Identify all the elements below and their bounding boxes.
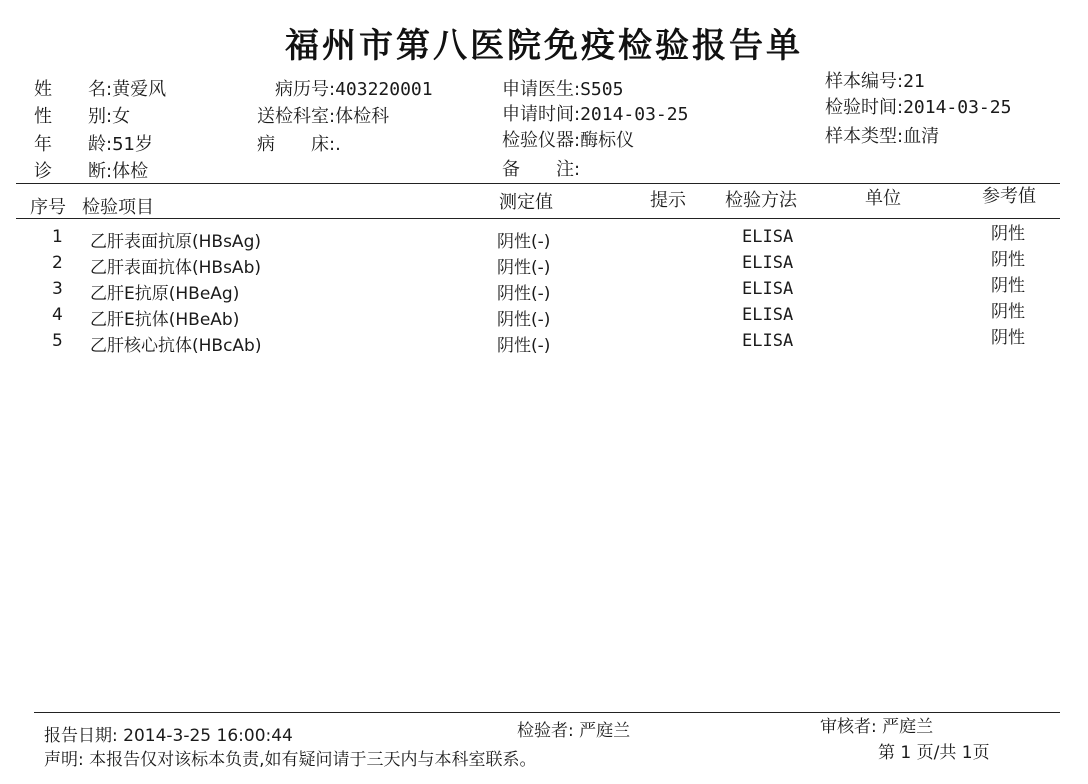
header-top-rule <box>16 183 1060 184</box>
col-item-header: 检验项目 <box>82 197 154 218</box>
sample-no-label: 样本编号: <box>825 71 904 92</box>
row-seq: 2 <box>52 253 63 273</box>
row-ref: 阴性 <box>991 302 1025 322</box>
diagnosis-value: 体检 <box>112 161 149 182</box>
col-seq-header: 序号 <box>30 197 66 218</box>
col-method-header: 检验方法 <box>725 190 797 211</box>
dept-field <box>257 102 389 128</box>
test-time-label: 检验时间: <box>825 97 904 118</box>
sample-no-field <box>825 67 925 93</box>
sample-type-value: 血清 <box>903 126 940 147</box>
record-label: 病历号: <box>275 79 336 100</box>
page-number: 第 1 页/共 1页 <box>878 743 990 763</box>
row-value: 阴性(-) <box>497 232 551 252</box>
doctor-value: S505 <box>580 79 624 100</box>
row-item: 乙肝核心抗体(HBcAb) <box>90 336 262 356</box>
name-label: 姓 名: <box>34 79 113 100</box>
row-item: 乙肝表面抗原(HBsAg) <box>90 232 261 252</box>
row-item: 乙肝E抗原(HBeAg) <box>90 284 240 304</box>
test-time-value: 2014-03-25 <box>903 97 1012 118</box>
tester: 检验者: 严庭兰 <box>517 721 631 741</box>
sex-label: 性 别: <box>34 106 113 127</box>
row-method: ELISA <box>742 253 794 273</box>
row-value: 阴性(-) <box>497 284 551 304</box>
row-ref: 阴性 <box>991 328 1025 348</box>
record-field <box>275 75 433 101</box>
row-seq: 4 <box>52 305 63 325</box>
name-value: 黄爱风 <box>112 79 167 100</box>
row-method: ELISA <box>742 227 794 247</box>
header-bottom-rule <box>16 218 1060 219</box>
row-ref: 阴性 <box>991 224 1025 244</box>
diagnosis-label: 诊 断: <box>34 161 113 182</box>
report-title: 福州市第八医院免疫检验报告单 <box>285 26 803 66</box>
diagnosis-field <box>34 157 148 183</box>
test-time-field <box>825 93 1011 119</box>
row-ref: 阴性 <box>991 250 1025 270</box>
age-value: 51岁 <box>112 134 153 155</box>
bed-field <box>257 130 341 156</box>
age-label: 年 龄: <box>34 134 113 155</box>
row-value: 阴性(-) <box>497 258 551 278</box>
row-item: 乙肝E抗体(HBeAb) <box>90 310 240 330</box>
request-time-label: 申请时间: <box>502 104 581 125</box>
instrument-field <box>502 126 634 152</box>
remark-label: 备 注: <box>502 159 581 180</box>
sample-type-label: 样本类型: <box>825 126 904 147</box>
sample-no-value: 21 <box>903 71 925 92</box>
sample-type-field <box>825 122 939 148</box>
instrument-label: 检验仪器: <box>502 130 581 151</box>
statement: 声明: 本报告仅对该标本负责,如有疑问请于三天内与本科室联系。 <box>44 750 537 770</box>
row-seq: 3 <box>52 279 63 299</box>
bed-value: . <box>335 134 341 155</box>
name-field <box>34 75 166 101</box>
row-method: ELISA <box>742 305 794 325</box>
row-seq: 1 <box>52 227 63 247</box>
row-value: 阴性(-) <box>497 336 551 356</box>
row-item: 乙肝表面抗体(HBsAb) <box>90 258 261 278</box>
request-time-field <box>502 100 688 126</box>
row-seq: 5 <box>52 331 63 351</box>
bed-label: 病 床: <box>257 134 336 155</box>
row-value: 阴性(-) <box>497 310 551 330</box>
record-value: 403220001 <box>335 79 433 100</box>
instrument-value: 酶标仪 <box>580 130 635 151</box>
col-hint-header: 提示 <box>650 190 686 211</box>
request-time-value: 2014-03-25 <box>580 104 689 125</box>
age-field <box>34 130 153 156</box>
col-value-header: 测定值 <box>499 192 553 213</box>
row-method: ELISA <box>742 331 794 351</box>
report-date: 报告日期: 2014-3-25 16:00:44 <box>44 726 293 746</box>
remark-field <box>502 155 580 181</box>
doctor-field <box>502 75 623 101</box>
row-ref: 阴性 <box>991 276 1025 296</box>
reviewer: 审核者: 严庭兰 <box>820 717 934 737</box>
col-ref-header: 参考值 <box>982 186 1036 207</box>
row-method: ELISA <box>742 279 794 299</box>
dept-value: 体检科 <box>335 106 390 127</box>
doctor-label: 申请医生: <box>502 79 581 100</box>
sex-value: 女 <box>112 106 131 127</box>
col-unit-header: 单位 <box>865 188 901 209</box>
sex-field <box>34 102 130 128</box>
dept-label: 送检科室: <box>257 106 336 127</box>
